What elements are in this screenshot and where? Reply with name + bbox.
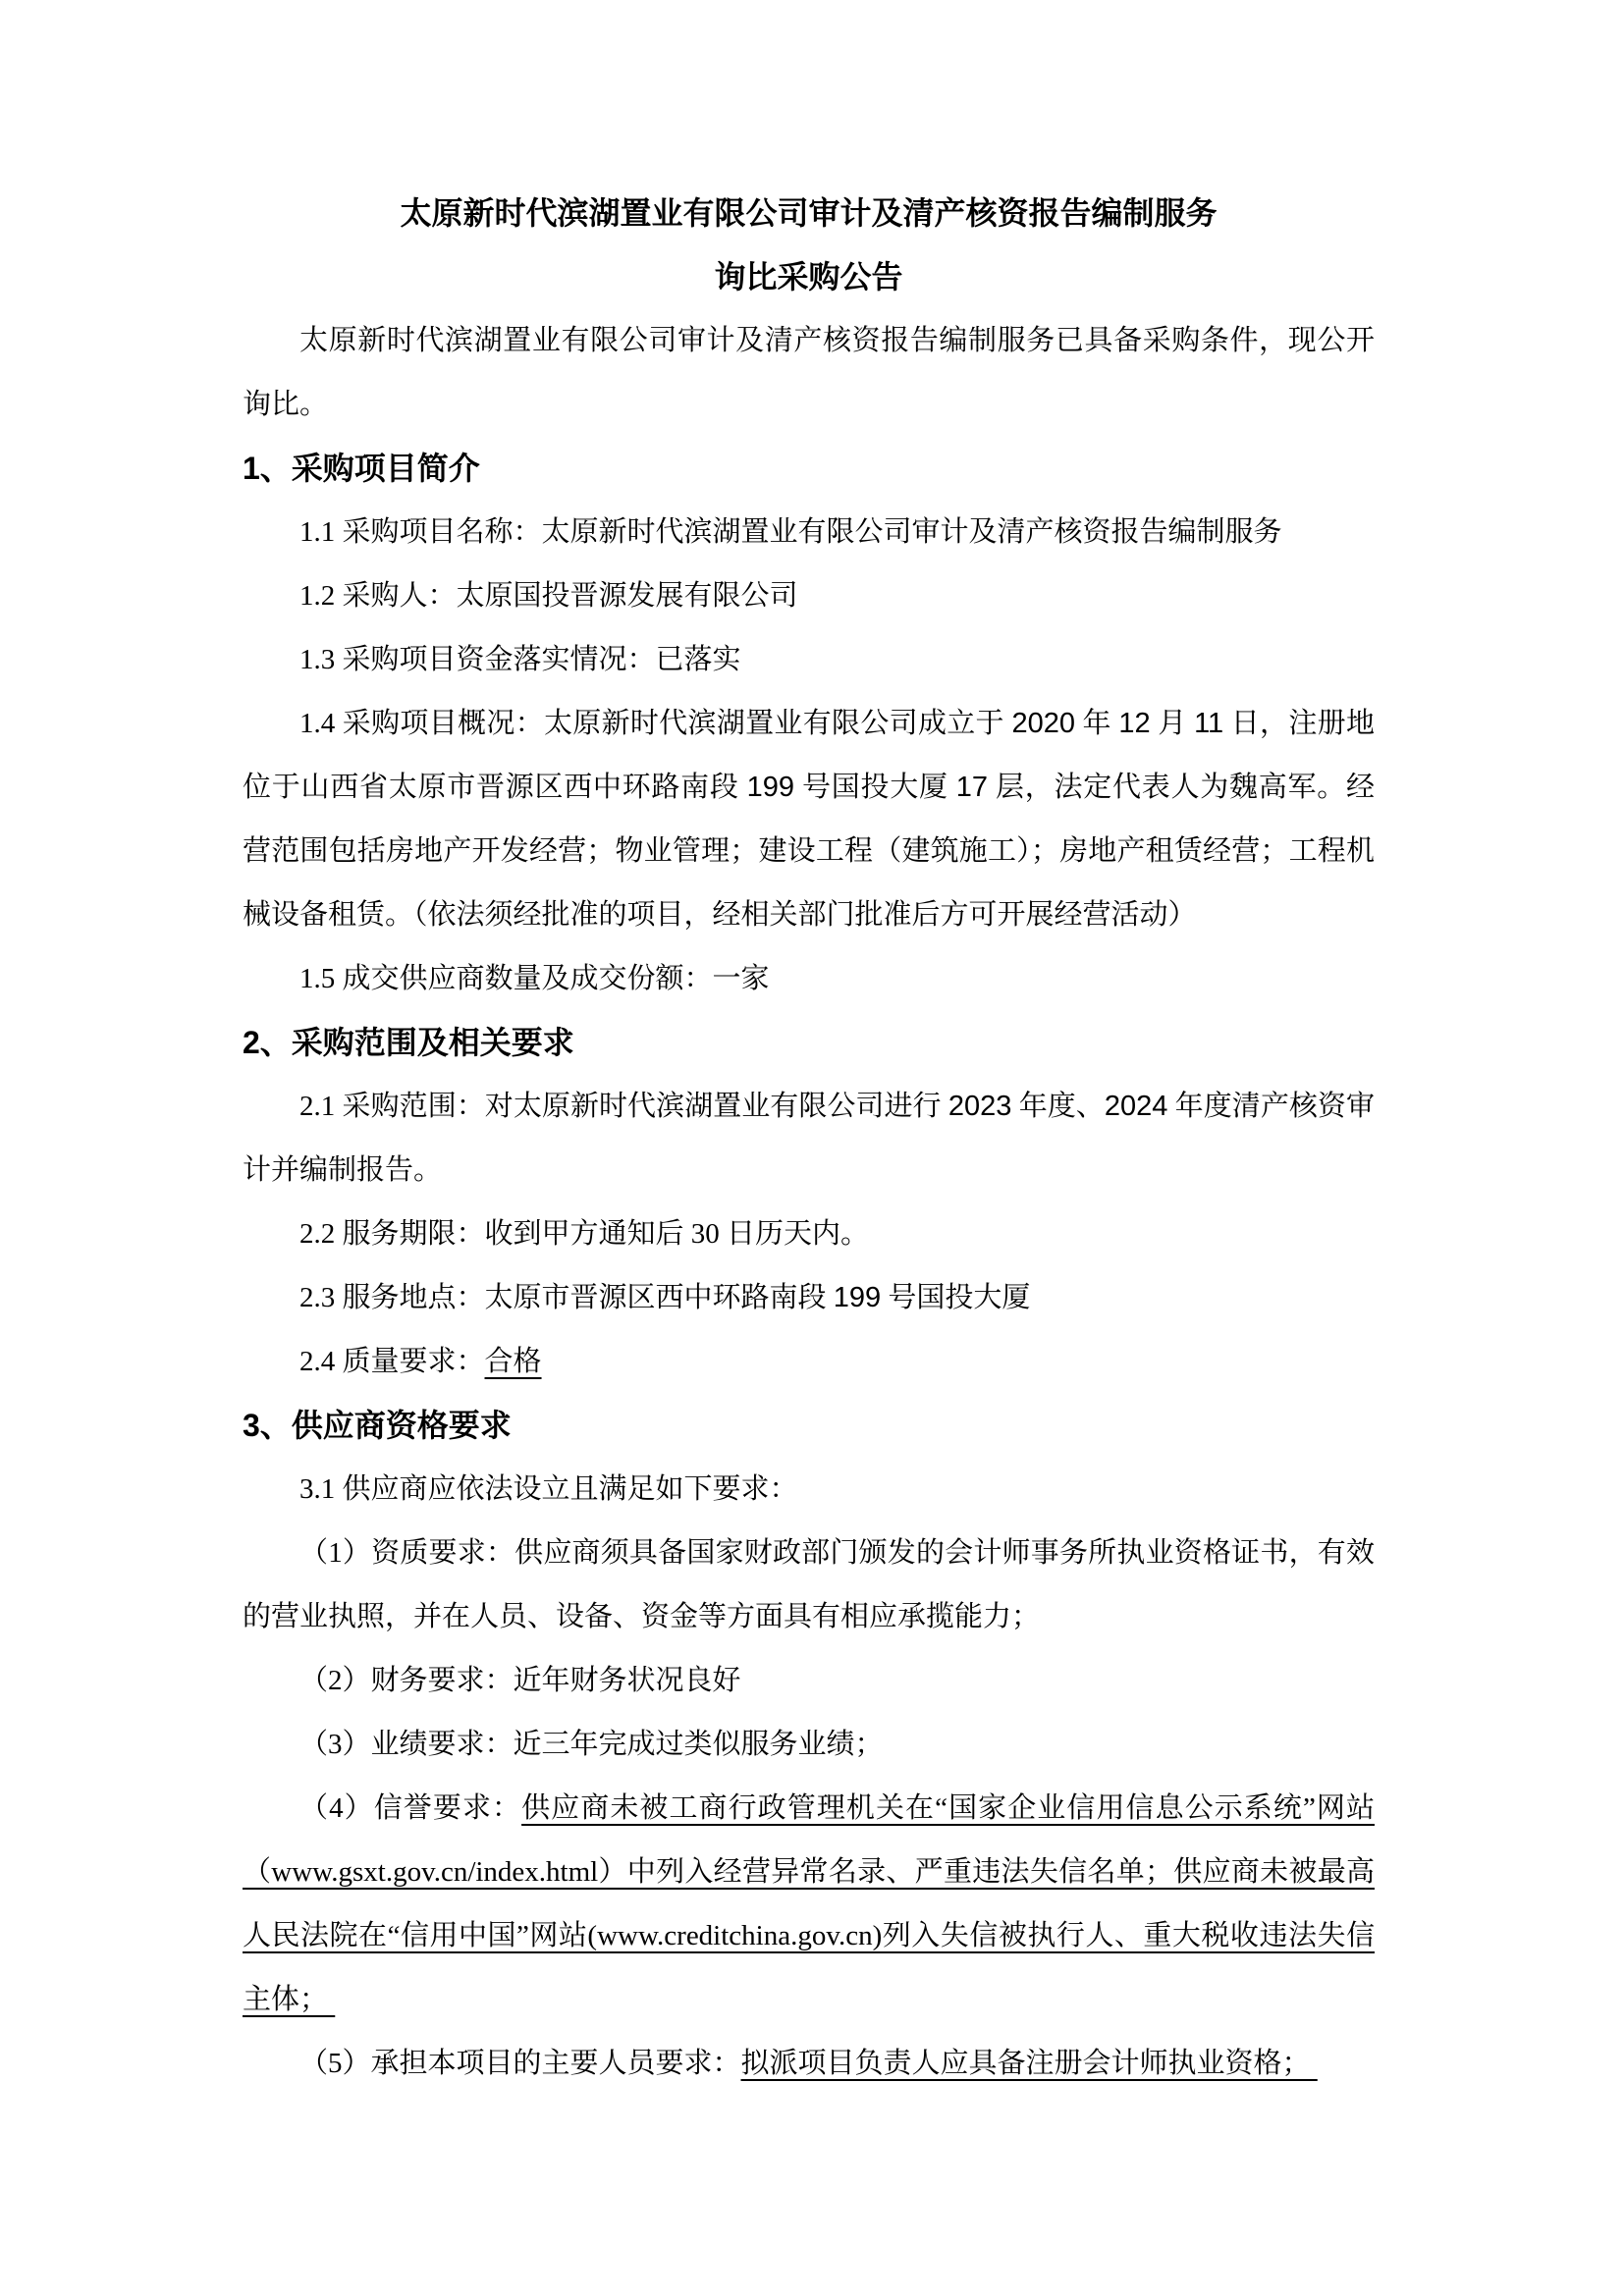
text-run: 2.1 采购范围：对太原新时代滨湖置业有限公司进行 [299, 1091, 948, 1122]
text-run: 2.3 服务地点：太原市晋源区西中环路南段 [299, 1282, 834, 1313]
item-1-1 [243, 501, 1375, 564]
numeric-text: 2020 [1011, 708, 1075, 739]
item-3-1-sub-3 [243, 1713, 1375, 1777]
item-3-1 [243, 1458, 1375, 1522]
text-run: （1）资质要求：供应商须具备国家财政部门颁发的会计师事务所执业资格证书，有效的营业执照，并在人员、设备、资金等方面具有相应承揽能力； [243, 1537, 1375, 1632]
item-1-5 [243, 947, 1375, 1011]
announcement-body [243, 182, 1375, 2096]
item-1-2 [243, 564, 1375, 628]
item-3-1-sub-4 [243, 1777, 1375, 2032]
numeric-text: 12 [1118, 708, 1151, 739]
text-run: 太原新时代滨湖置业有限公司审计及清产核资报告编制服务 [400, 195, 1218, 231]
text-run: （2）财务要求：近年财务状况良好 [299, 1665, 741, 1696]
text-run: 2.4 质量要求： [299, 1346, 485, 1377]
item-3-1-sub-2 [243, 1649, 1375, 1713]
item-3-1-sub-5 [243, 2032, 1375, 2096]
doc-title-line-1 [243, 182, 1375, 245]
doc-title-line-2 [243, 245, 1375, 309]
item-2-3 [243, 1266, 1375, 1330]
numeric-text: 199 [746, 772, 795, 803]
text-run: 2、采购范围及相关要求 [243, 1025, 574, 1060]
item-3-1-sub-1 [243, 1522, 1375, 1649]
text-run: 1、采购项目简介 [243, 451, 480, 486]
item-2-4 [243, 1330, 1375, 1394]
text-run: 日，注册地位于山西省太原市晋源区西中环路南段 [243, 708, 1375, 803]
text-run: 年 [1074, 708, 1119, 739]
text-run: 月 [1150, 708, 1195, 739]
underlined-text: 合格 [484, 1346, 542, 1377]
text-run: 1.2 采购人：太原国投晋源发展有限公司 [299, 580, 798, 612]
underlined-text: 拟派项目负责人应具备注册会计师执业资格； [740, 2048, 1318, 2079]
numeric-text: 2023 [947, 1091, 1012, 1122]
intro-paragraph [243, 309, 1375, 437]
numeric-text: 11 [1194, 708, 1224, 739]
text-run: 1.5 成交供应商数量及成交份额：一家 [299, 963, 770, 994]
text-run: 3、供应商资格要求 [243, 1408, 512, 1443]
text-run: 3.1 供应商应依法设立且满足如下要求： [299, 1473, 798, 1505]
text-run: 太原新时代滨湖置业有限公司审计及清产核资报告编制服务已具备采购条件，现公开询比。 [243, 325, 1375, 420]
text-run: 层，法定代表人为魏高军。经营范围包括房地产开发经营；物业管理；建设工程（建筑施工）；房地产租赁经营；工程机械设备租赁。（依法须经批准的项目，经相关部门批准后方可开展经营活动） [243, 772, 1375, 931]
numeric-text: 199 [833, 1282, 882, 1313]
text-run: 年度清产核资审计并编制报告。 [243, 1091, 1375, 1186]
section-1-heading [243, 437, 1375, 501]
section-2-heading [243, 1011, 1375, 1075]
numeric-text: 2024 [1104, 1091, 1168, 1122]
section-3-heading [243, 1394, 1375, 1458]
text-run: 1.4 采购项目概况：太原新时代滨湖置业有限公司成立于 [299, 708, 1012, 739]
text-run: 号国投大厦 [794, 772, 956, 803]
text-run: 1.3 采购项目资金落实情况：已落实 [299, 644, 741, 675]
item-1-4 [243, 692, 1375, 947]
text-run: 年度、 [1011, 1091, 1105, 1122]
item-1-3 [243, 628, 1375, 692]
text-run: 询比采购公告 [714, 259, 903, 294]
numeric-text: 17 [955, 772, 989, 803]
text-run: 2.2 服务期限：收到甲方通知后 30 日历天内。 [299, 1218, 870, 1250]
text-run: （4）信誉要求： [299, 1792, 522, 1824]
item-2-2 [243, 1202, 1375, 1266]
underlined-text: 供应商未被工商行政管理机关在“国家企业信用信息公示系统”网站（www.gsxt.gov.cn/index.html）中列入经营异常名录、严重违法失信名单；供应商未被最高人民法院在“信用中国”网站(www.creditchina.gov.cn)列入失信被执行人、重大税收违法失信主体； [243, 1792, 1375, 2015]
item-2-1 [243, 1075, 1375, 1202]
text-run: （3）业绩要求：近三年完成过类似服务业绩； [299, 1729, 884, 1760]
text-run: （5）承担本项目的主要人员要求： [299, 2048, 741, 2079]
text-run: 号国投大厦 [881, 1282, 1031, 1313]
text-run: 1.1 采购项目名称：太原新时代滨湖置业有限公司审计及清产核资报告编制服务 [299, 516, 1282, 548]
